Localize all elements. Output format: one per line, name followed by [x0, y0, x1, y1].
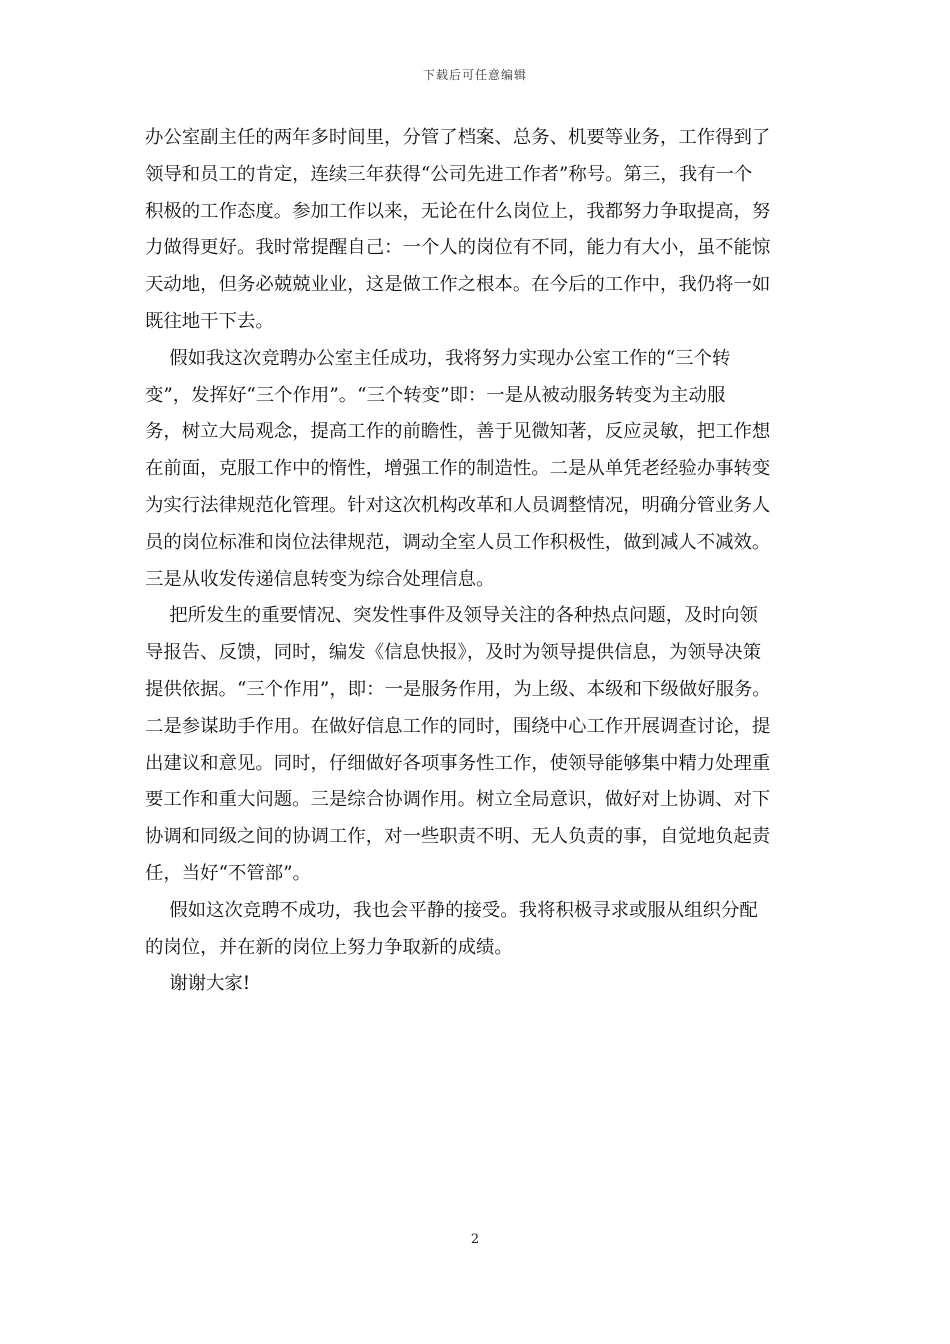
text-line: 领导和员工的肯定，连续三年获得“公司先进工作者”称号。第三，我有一个 — [145, 163, 753, 185]
page-header: 下载后可任意编辑 — [422, 68, 527, 82]
text-line: 导报告、反馈，同时，编发《信息快报》，及时为领导提供信息，为领导决策 — [145, 642, 762, 664]
text-line: 积极的工作态度。参加工作以来，无论在什么岗位上，我都努力争取提高，努 — [145, 200, 771, 222]
paragraph-1 — [145, 120, 817, 341]
text-line: 二是参谋助手作用。在做好信息工作的同时，围绕中心工作开展调查讨论，提 — [145, 715, 771, 737]
paragraph-3 — [145, 598, 817, 892]
text-line: 既往地干下去。 — [145, 310, 274, 332]
text-line: 三是从收发传递信息转变为综合处理信息。 — [145, 568, 495, 590]
text-line: 变”，发挥好“三个作用”。“三个转变”即：一是从被动服务转变为主动服 — [145, 384, 726, 406]
text-line: 把所发生的重要情况、突发性事件及领导关注的各种热点问题，及时向领 — [145, 605, 758, 627]
text-line: 办公室副主任的两年多时间里，分管了档案、总务、机要等业务，工作得到了 — [145, 127, 771, 148]
text-line: 要工作和重大问题。三是综合协调作用。树立全局意识，做好对上协调、对下 — [145, 789, 771, 811]
text-line: 提供依据。“三个作用”，即：一是服务作用，为上级、本级和下级做好服务。 — [145, 678, 771, 700]
text-line: 力做得更好。我时常提醒自己：一个人的岗位有不同，能力有大小，虽不能惊 — [145, 237, 771, 259]
closing-line — [145, 966, 817, 1003]
text-line: 假如我这次竞聘办公室主任成功，我将努力实现办公室工作的“三个转 — [145, 347, 731, 369]
text-line: 出建议和意见。同时，仔细做好各项事务性工作，使领导能够集中精力处理重 — [145, 752, 771, 774]
text-line: 员的岗位标准和岗位法律规范，调动全室人员工作积极性，做到减人不减效。 — [145, 531, 771, 553]
page-number: 2 — [470, 1232, 480, 1247]
text-line: 谢谢大家! — [145, 973, 251, 995]
text-line: 务，树立大局观念，提高工作的前瞻性，善于见微知著，反应灵敏，把工作想 — [145, 421, 771, 443]
text-line: 协调和同级之间的协调工作，对一些职责不明、无人负责的事，自觉地负起责 — [145, 826, 771, 848]
text-line: 为实行法律规范化管理。针对这次机构改革和人员调整情况，明确分管业务人 — [145, 494, 771, 516]
text-line: 在前面，克服工作中的惰性，增强工作的制造性。二是从单凭老经验办事转变 — [145, 458, 771, 480]
text-line: 假如这次竞聘不成功，我也会平静的接受。我将积极寻求或服从组织分配 — [145, 899, 758, 921]
paragraph-2 — [145, 341, 817, 599]
text-line: 任，当好“不管部”。 — [145, 862, 311, 884]
document-body — [145, 120, 817, 1003]
text-line: 的岗位，并在新的岗位上努力争取新的成绩。 — [145, 936, 513, 958]
paragraph-4 — [145, 893, 817, 967]
text-line: 天动地，但务必兢兢业业，这是做工作之根本。在今后的工作中，我仍将一如 — [145, 274, 771, 296]
